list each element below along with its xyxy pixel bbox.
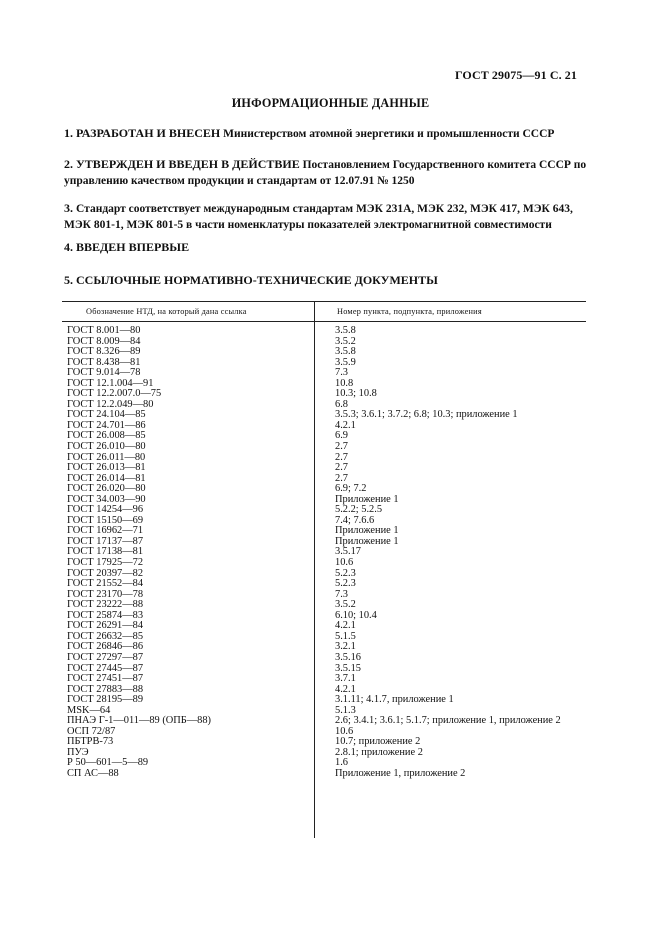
document-designation: ГОСТ 8.438—81	[67, 356, 141, 368]
table-row	[62, 442, 586, 453]
clause-reference: 3.5.2	[335, 335, 356, 347]
document-designation: ГОСТ 17925—72	[67, 557, 144, 569]
table-row	[62, 558, 586, 569]
document-designation: ГОСТ 14254—96	[67, 504, 144, 516]
document-designation: СП АС—88	[67, 767, 119, 779]
clause-reference: 4.2.1	[335, 683, 356, 695]
document-designation: ГОСТ 8.001—80	[67, 325, 141, 336]
document-designation: ГОСТ 23222—88	[67, 599, 144, 611]
table-row	[62, 695, 586, 706]
item-number: 5.	[64, 273, 73, 287]
table-header-rule	[62, 321, 586, 322]
clause-reference: 7.3	[335, 367, 348, 379]
clause-reference: 3.5.15	[335, 662, 361, 674]
document-designation: ГОСТ 26.008—85	[67, 430, 146, 442]
item-number: 3.	[64, 201, 73, 215]
clause-reference: 2.7	[335, 441, 348, 453]
document-designation: ГОСТ 26.014—81	[67, 472, 146, 484]
clause-reference: 4.2.1	[335, 620, 356, 632]
clause-reference: Приложение 1, приложение 2	[335, 767, 466, 779]
document-designation: ГОСТ 25874—83	[67, 609, 144, 621]
clause-reference: 2.6; 3.4.1; 3.6.1; 5.1.7; приложение 1, приложение 2	[335, 715, 561, 727]
page-header: ГОСТ 29075—91 С. 21	[454, 68, 577, 82]
clause-reference: 7.4; 7.6.6	[335, 514, 375, 526]
item-text: Постановлением Государственного комитета СССР по управлению качеством продукции и стандартам от 12.07.91 № 1250	[64, 159, 587, 187]
clause-reference: 3.2.1	[335, 641, 356, 653]
clause-reference: 6.10; 10.4	[335, 609, 377, 621]
table-top-rule	[62, 301, 586, 302]
item-lead: ВВЕДЕН ВПЕРВЫЕ	[76, 240, 190, 254]
item-lead: УТВЕРЖДЕН И ВВЕДЕН В ДЕЙСТВИЕ	[76, 157, 300, 171]
clause-reference: 5.1.3	[335, 704, 356, 716]
document-designation: ГОСТ 12.1.004—91	[67, 377, 154, 389]
info-item-2	[64, 157, 594, 189]
clause-reference: 5.2.3	[335, 567, 356, 579]
clause-reference: 3.7.1	[335, 673, 356, 685]
clause-reference: 4.2.1	[335, 419, 356, 431]
item-number: 1.	[64, 126, 73, 140]
clause-reference: 5.1.5	[335, 630, 356, 642]
document-designation: ГОСТ 12.2.049—80	[67, 398, 154, 410]
document-designation: ГОСТ 26291—84	[67, 620, 144, 632]
document-designation: ГОСТ 26.020—80	[67, 483, 146, 495]
document-designation: MSK—64	[67, 704, 111, 716]
document-designation: ГОСТ 27451—87	[67, 673, 144, 685]
document-designation: ГОСТ 17138—81	[67, 546, 144, 558]
clause-reference: 3.5.9	[335, 356, 356, 368]
document-designation: ГОСТ 34.003—90	[67, 493, 146, 505]
document-designation: ГОСТ 15150—69	[67, 514, 144, 526]
clause-reference: 2.7	[335, 462, 348, 474]
clause-reference: 3.5.8	[335, 346, 356, 358]
document-designation: ГОСТ 24.701—86	[67, 419, 146, 431]
table-row	[62, 716, 586, 727]
reference-documents-table	[62, 301, 586, 838]
column-header-clause: Номер пункта, подпункта, приложения	[337, 307, 482, 316]
document-designation: ГОСТ 26.010—80	[67, 441, 146, 453]
table-row	[62, 758, 586, 769]
clause-reference: 10.8	[335, 377, 354, 389]
document-designation: ГОСТ 8.009—84	[67, 335, 141, 347]
clause-reference: Приложение 1	[335, 535, 399, 547]
table-row	[62, 358, 586, 369]
clause-reference: 7.3	[335, 588, 348, 600]
item-lead: РАЗРАБОТАН И ВНЕСЕН	[76, 126, 221, 140]
document-designation: ГОСТ 9.014—78	[67, 367, 141, 379]
info-item-1	[64, 126, 594, 142]
clause-reference: Приложение 1	[335, 525, 399, 537]
table-row	[62, 674, 586, 685]
info-item-5	[64, 273, 594, 288]
table-row	[62, 653, 586, 664]
table-row	[62, 347, 586, 358]
item-number: 2.	[64, 157, 73, 171]
document-designation: ПНАЭ Г-1—011—89 (ОПБ—88)	[67, 715, 212, 727]
document-designation: ГОСТ 24.104—85	[67, 409, 146, 421]
document-designation: ГОСТ 16962—71	[67, 525, 144, 537]
clause-reference: 2.7	[335, 451, 348, 463]
document-designation: ОСП 72/87	[67, 725, 116, 737]
table-row	[62, 727, 586, 738]
document-designation: ГОСТ 26.013—81	[67, 462, 146, 474]
clause-reference: 3.5.17	[335, 546, 361, 558]
document-designation: ГОСТ 17137—87	[67, 535, 144, 547]
clause-reference: 2.8.1; приложение 2	[335, 746, 423, 758]
clause-reference: 3.5.3; 3.6.1; 3.7.2; 6.8; 10.3; приложение 1	[335, 409, 518, 421]
info-item-3	[64, 201, 594, 233]
document-designation: ГОСТ 26.011—80	[67, 451, 146, 463]
clause-reference: 10.6	[335, 557, 354, 569]
clause-reference: 10.7; приложение 2	[335, 736, 421, 748]
document-designation: ГОСТ 12.2.007.0—75	[67, 388, 162, 400]
clause-reference: 10.6	[335, 725, 354, 737]
table-row	[62, 737, 586, 748]
clause-reference: 3.5.2	[335, 599, 356, 611]
document-designation: ГОСТ 27297—87	[67, 651, 144, 663]
table-body	[62, 326, 586, 780]
column-header-document: Обозначение НТД, на который дана ссылка	[86, 307, 247, 316]
item-text: Стандарт соответствует международным стандартам МЭК 231А, МЭК 232, МЭК 417, МЭК 643, МЭК 801-1, МЭК 801-5 в части номенклатуры показателей электромагнитной совместимости	[64, 203, 573, 231]
document-designation: ГОСТ 26632—85	[67, 630, 144, 642]
item-text: Министерством атомной энергетики и промышленности СССР	[220, 128, 555, 140]
section-title: ИНФОРМАЦИОННЫЕ ДАННЫЕ	[231, 96, 430, 110]
clause-reference: 3.5.8	[335, 325, 356, 336]
document-designation: ГОСТ 8.326—89	[67, 346, 141, 358]
clause-reference: Приложение 1	[335, 493, 399, 505]
item-lead: ССЫЛОЧНЫЕ НОРМАТИВНО-ТЕХНИЧЕСКИЕ ДОКУМЕНТЫ	[76, 273, 438, 287]
clause-reference: 1.6	[335, 757, 348, 769]
clause-reference: 3.1.11; 4.1.7, приложение 1	[335, 694, 454, 706]
document-designation: ГОСТ 27883—88	[67, 683, 144, 695]
clause-reference: 5.2.2; 5.2.5	[335, 504, 383, 516]
document-designation: ГОСТ 20397—82	[67, 567, 144, 579]
table-row	[62, 769, 586, 780]
item-number: 4.	[64, 240, 73, 254]
clause-reference: 6.9	[335, 430, 348, 442]
clause-reference: 2.7	[335, 472, 348, 484]
clause-reference: 6.9; 7.2	[335, 483, 367, 495]
clause-reference: 10.3; 10.8	[335, 388, 377, 400]
document-designation: ГОСТ 27445—87	[67, 662, 144, 674]
document-designation: ГОСТ 23170—78	[67, 588, 144, 600]
clause-reference: 6.8	[335, 398, 348, 410]
clause-reference: 3.5.16	[335, 651, 361, 663]
document-designation: ГОСТ 21552—84	[67, 578, 144, 590]
document-designation: ПУЭ	[67, 746, 89, 758]
table-row	[62, 337, 586, 348]
document-designation: ГОСТ 28195—89	[67, 694, 144, 706]
document-designation: ПБТРВ-73	[67, 736, 114, 748]
document-designation: Р 50—601—5—89	[67, 757, 149, 769]
clause-reference: 5.2.3	[335, 578, 356, 590]
info-item-4	[64, 240, 594, 255]
table-row	[62, 326, 586, 337]
document-designation: ГОСТ 26846—86	[67, 641, 144, 653]
